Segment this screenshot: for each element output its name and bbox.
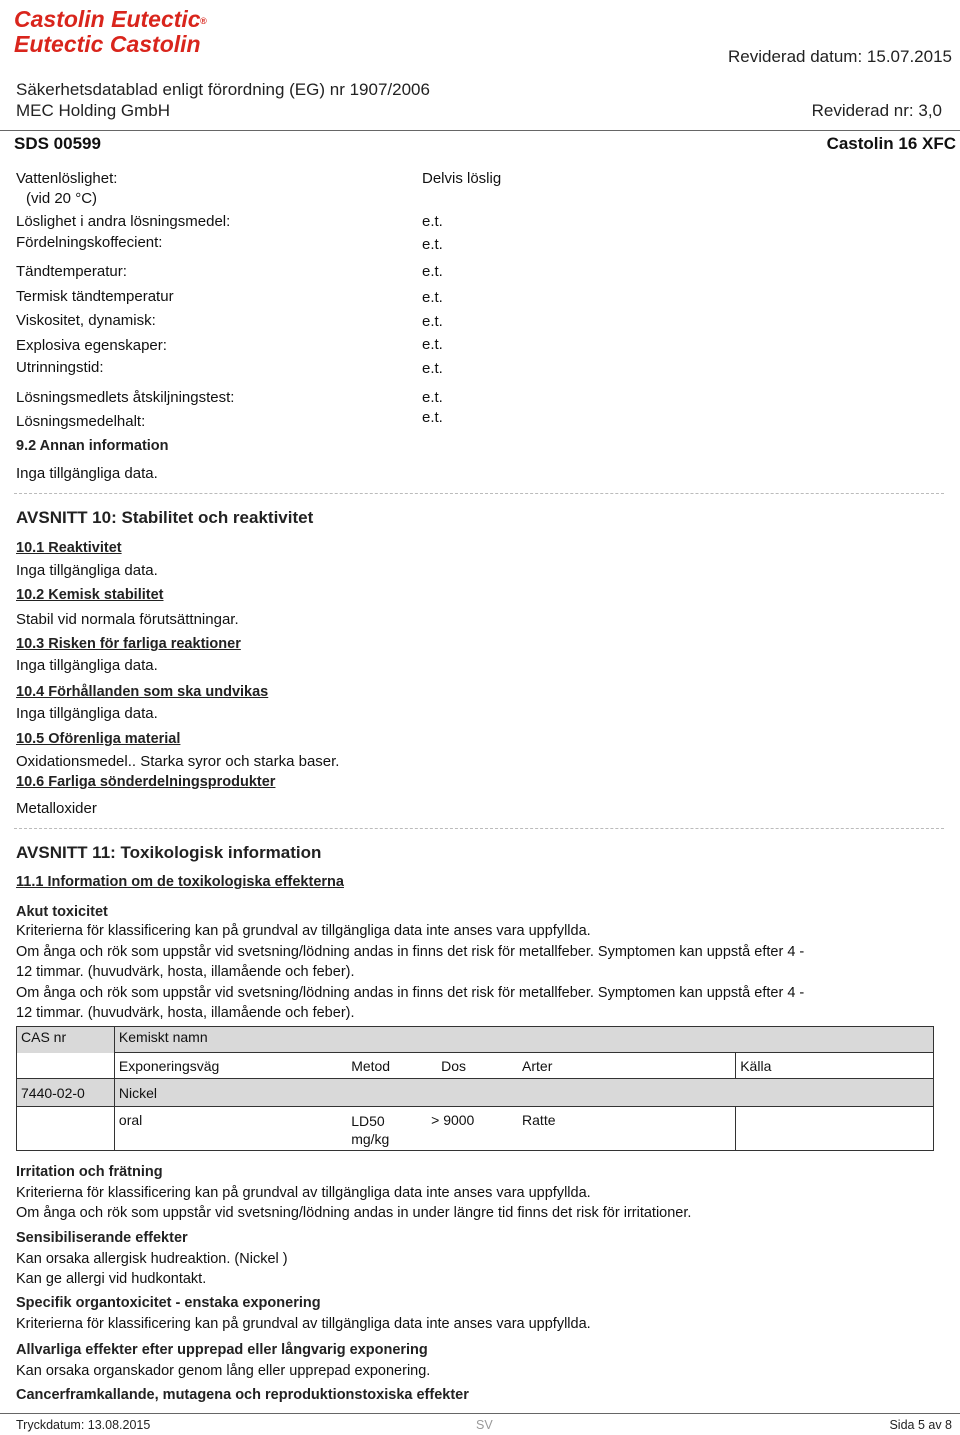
property-value: e.t. <box>422 236 443 253</box>
irritation-label: Irritation och frätning <box>16 1164 163 1180</box>
subsection-9-2-text: Inga tillgängliga data. <box>16 465 158 482</box>
species: Ratte <box>518 1107 736 1151</box>
source <box>736 1107 934 1151</box>
revision-date: Reviderad datum: 15.07.2015 <box>728 47 952 66</box>
property-value: Delvis löslig <box>422 170 502 187</box>
header-method: Metod <box>347 1053 427 1079</box>
acute-toxicity-text: Kriterierna för klassificering kan på grundval av tillgängliga data inte anses vara uppfyllda. <box>16 923 591 939</box>
subsection-text: Inga tillgängliga data. <box>16 562 158 579</box>
product-name: Castolin 16 XFC <box>826 134 956 153</box>
property-value: e.t. <box>422 213 443 230</box>
property-value: e.t. <box>422 313 443 330</box>
stot-repeat-label: Allvarliga effekter efter upprepad eller långvarig exponering <box>16 1342 428 1358</box>
chemical-name: Nickel <box>114 1079 933 1107</box>
subsection-11-1-title: 11.1 Information om de toxikologiska effekterna <box>16 874 344 890</box>
property-label: Termisk tändtemperatur <box>16 288 174 305</box>
logo-reg-mark: ® <box>200 16 207 26</box>
table-row <box>17 1107 934 1151</box>
property-value: e.t. <box>422 336 443 353</box>
property-label: Vattenlöslighet: <box>16 170 118 187</box>
property-label: Lösningsmedlets åtskiljningstest: <box>16 389 235 406</box>
method-cell <box>347 1107 427 1151</box>
subsection-text: Oxidationsmedel.. Starka syror och starka baser. <box>16 753 340 770</box>
header-dose: Dos <box>427 1053 518 1079</box>
table-row <box>17 1079 934 1107</box>
subsection-title: 10.5 Oförenliga material <box>16 731 181 747</box>
table-subheader-row <box>17 1053 934 1079</box>
subsection-title: 10.6 Farliga sönderdelningsprodukter <box>16 774 276 790</box>
subsection-title: 10.1 Reaktivitet <box>16 540 122 556</box>
page-number: Sida 5 av 8 <box>889 1418 952 1432</box>
dose-unit: mg/kg <box>351 1131 390 1147</box>
logo-line1: Castolin Eutectic <box>14 6 201 32</box>
acute-toxicity-text: 12 timmar. (huvudvärk, hosta, illamående och feber). <box>16 964 355 980</box>
subsection-title: 10.3 Risken för farliga reaktioner <box>16 636 241 652</box>
irritation-text: Kriterierna för klassificering kan på grundval av tillgängliga data inte anses vara uppfyllda. <box>16 1185 591 1201</box>
dose: > 9000 <box>427 1107 518 1151</box>
property-label-sub: (vid 20 °C) <box>26 190 98 207</box>
header-cas: CAS nr <box>17 1027 115 1053</box>
section-10-title: AVSNITT 10: Stabilitet och reaktivitet <box>16 508 314 527</box>
revision-number: Reviderad nr: 3,0 <box>811 101 942 120</box>
stot-single-text: Kriterierna för klassificering kan på grundval av tillgängliga data inte anses vara uppfyllda. <box>16 1316 591 1332</box>
stot-single-label: Specifik organtoxicitet - enstaka exponering <box>16 1295 321 1311</box>
property-label: Fördelningskoffecient: <box>16 234 163 251</box>
empty-cell <box>17 1107 115 1151</box>
property-value: e.t. <box>422 389 443 406</box>
subsection-title: 10.2 Kemisk stabilitet <box>16 587 164 603</box>
table-header-row <box>17 1027 934 1053</box>
method: LD50 <box>351 1113 385 1129</box>
acute-toxicity-text: Om ånga och rök som uppstår vid svetsning/lödning andas in finns det risk för metallfeber. Symptomen kan uppstå efter 4 - <box>16 985 805 1001</box>
property-value: e.t. <box>422 263 443 280</box>
section-divider <box>14 828 944 829</box>
subsection-text: Inga tillgängliga data. <box>16 705 158 722</box>
company-logo <box>14 4 210 56</box>
empty-cell <box>17 1053 115 1079</box>
header-divider <box>0 130 960 131</box>
property-label: Explosiva egenskaper: <box>16 337 167 354</box>
property-label: Lösningsmedelhalt: <box>16 413 146 430</box>
property-label: Tändtemperatur: <box>16 263 127 280</box>
footer-divider <box>0 1413 960 1414</box>
property-value: e.t. <box>422 409 443 426</box>
print-date: Tryckdatum: 13.08.2015 <box>16 1418 151 1432</box>
sensitizing-text: Kan orsaka allergisk hudreaktion. (Nickel ) <box>16 1251 288 1267</box>
cmr-label: Cancerframkallande, mutagena och reproduktionstoxiska effekter <box>16 1387 469 1403</box>
sensitizing-text: Kan ge allergi vid hudkontakt. <box>16 1271 207 1287</box>
acute-toxicity-label: Akut toxicitet <box>16 904 108 920</box>
subsection-text: Stabil vid normala förutsättningar. <box>16 611 239 628</box>
property-value: e.t. <box>422 360 443 377</box>
regulation-line: Säkerhetsdatablad enligt förordning (EG) nr 1907/2006 <box>16 80 430 99</box>
exposure-route: oral <box>114 1107 347 1151</box>
header-chemical-name: Kemiskt namn <box>114 1027 933 1053</box>
header-exposure-route: Exponeringsväg <box>114 1053 347 1079</box>
sds-number: SDS 00599 <box>14 134 101 153</box>
subsection-title: 10.4 Förhållanden som ska undvikas <box>16 684 269 700</box>
language-code: SV <box>476 1418 493 1432</box>
section-divider <box>14 493 944 494</box>
sensitizing-label: Sensibiliserande effekter <box>16 1230 188 1246</box>
toxicity-table <box>16 1026 934 1151</box>
property-label: Utrinningstid: <box>16 359 104 376</box>
section-11-title: AVSNITT 11: Toxikologisk information <box>16 843 322 862</box>
property-label: Viskositet, dynamisk: <box>16 312 156 329</box>
subsection-text: Metalloxider <box>16 800 97 817</box>
header-source: Källa <box>736 1053 934 1079</box>
logo-line2: Eutectic Castolin <box>14 31 201 56</box>
irritation-text: Om ånga och rök som uppstår vid svetsning/lödning andas in under längre tid finns det risk för irritationer. <box>16 1205 692 1221</box>
subsection-9-2-title: 9.2 Annan information <box>16 438 169 454</box>
cas-number: 7440-02-0 <box>17 1079 115 1107</box>
subsection-text: Inga tillgängliga data. <box>16 657 158 674</box>
stot-repeat-text: Kan orsaka organskador genom lång eller upprepad exponering. <box>16 1363 431 1379</box>
property-value: e.t. <box>422 289 443 306</box>
property-label: Löslighet i andra lösningsmedel: <box>16 213 231 230</box>
header-species: Arter <box>518 1053 736 1079</box>
company-name: MEC Holding GmbH <box>16 101 170 120</box>
acute-toxicity-text: 12 timmar. (huvudvärk, hosta, illamående och feber). <box>16 1005 355 1021</box>
acute-toxicity-text: Om ånga och rök som uppstår vid svetsning/lödning andas in finns det risk för metallfeber. Symptomen kan uppstå efter 4 - <box>16 944 805 960</box>
